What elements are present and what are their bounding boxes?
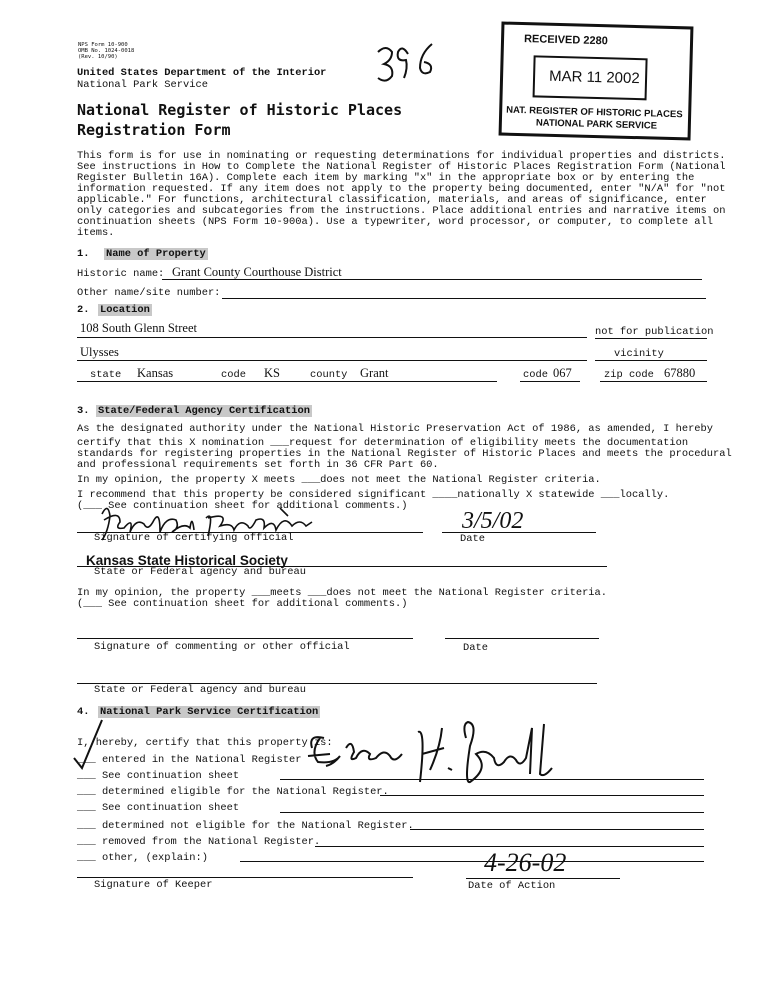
department-name: United States Department of the Interior	[77, 67, 327, 79]
county-code-value[interactable]: 067	[553, 366, 572, 380]
status-option[interactable]: ___ determined not eligible for the National Register.	[77, 820, 414, 832]
form-title-line-1: National Register of Historic Places	[77, 101, 403, 119]
intro-line: continuation sheets (NPS Form 10-900a). Use a typewriter, word processor, or computer, to complete all	[77, 216, 714, 228]
intro-line: items.	[77, 227, 115, 239]
commenting-signature-label: Signature of commenting or other official	[94, 641, 350, 653]
not-for-publication-rule[interactable]	[595, 338, 707, 339]
intro-line: Register Bulletin 16A). Complete each item by marking "x" in the appropriate box or by entering the	[77, 172, 695, 184]
form-id-line-2: OMB No. 1024-0018	[78, 48, 135, 54]
action-date-rule	[466, 878, 620, 879]
agency-name-value: Kansas State Historical Society	[86, 553, 288, 568]
keeper-signature-rule	[77, 877, 413, 878]
stamp-register-2: NATIONAL PARK SERVICE	[535, 117, 658, 132]
form-title-line-2: Registration Form	[77, 121, 231, 139]
keeper-signature-label: Signature of Keeper	[94, 879, 213, 891]
opinion-line: (___ See continuation sheet for additional comments.)	[77, 598, 408, 610]
historic-name-label: Historic name:	[77, 268, 165, 280]
certifying-signature-label: Signature of certifying official	[94, 532, 294, 544]
service-name: National Park Service	[77, 79, 208, 91]
action-date-value: 4-26-02	[484, 848, 567, 877]
stamp-received: RECEIVED 2280	[523, 33, 608, 48]
stamp-date: MAR 11 2002	[548, 67, 640, 88]
state-value[interactable]: Kansas	[137, 366, 174, 380]
county-code-label: code	[523, 369, 548, 381]
section-1-number: 1.	[77, 248, 90, 260]
state-code-value[interactable]: KS	[264, 366, 280, 380]
nps-certify-intro: I, hereby, certify that this property is:	[77, 737, 333, 749]
certifying-date-label: Date	[460, 533, 485, 545]
section-2-heading: Location	[100, 304, 150, 316]
stamp-date-box	[533, 55, 648, 100]
county-label: county	[310, 369, 348, 381]
certification-line: I recommend that this property be considered significant ____nationally X statewide ___locally.	[77, 489, 670, 501]
commenting-signature-rule[interactable]	[77, 638, 413, 639]
certification-line: certify that this X nomination ___request for determination of eligibility meets the documentation	[77, 437, 689, 449]
action-date-label: Date of Action	[468, 880, 556, 892]
section-4-heading: National Park Service Certification	[100, 706, 319, 718]
status-option[interactable]: ___ other, (explain:)	[77, 852, 208, 864]
intro-line: information requested. If any item does not apply to the property being documented, enter "N/A" for "not	[77, 183, 726, 195]
zip-rule	[600, 381, 707, 382]
historic-name-value[interactable]: Grant County Courthouse District	[172, 265, 342, 279]
stamp-register-1: NAT. REGISTER OF HISTORIC PLACES	[506, 104, 683, 121]
vicinity-label: vicinity	[614, 348, 664, 360]
county-value[interactable]: Grant	[360, 366, 389, 380]
county-code-rule	[520, 381, 580, 382]
certification-line: and professional requirements set forth in 36 CFR Part 60.	[77, 459, 439, 471]
status-option[interactable]: ___ See continuation sheet	[77, 770, 240, 782]
option-rule	[410, 829, 704, 830]
form-id-line-3: (Rev. 10/90)	[78, 54, 118, 60]
certification-line: (___ See continuation sheet for additional comments.)	[77, 500, 408, 512]
section-3-number: 3.	[77, 405, 90, 417]
not-for-publication-label: not for publication	[595, 326, 714, 338]
certifying-date-value: 3/5/02	[462, 508, 524, 534]
certification-line: As the designated authority under the National Historic Preservation Act of 1986, as amended, I hereby	[77, 423, 714, 435]
status-option[interactable]: ___ See continuation sheet	[77, 802, 240, 814]
section-2-number: 2.	[77, 304, 90, 316]
vicinity-rule[interactable]	[595, 360, 707, 361]
agency2-bureau-label: State or Federal agency and bureau	[94, 684, 307, 696]
agency-bureau-label: State or Federal agency and bureau	[94, 566, 307, 578]
commenting-date-label: Date	[463, 642, 488, 654]
city-value[interactable]: Ulysses	[80, 345, 119, 359]
keeper-signature	[290, 708, 570, 798]
option-rule	[240, 861, 704, 862]
state-rule	[77, 381, 497, 382]
other-name-rule[interactable]	[222, 298, 706, 299]
section-3-heading: State/Federal Agency Certification	[98, 405, 311, 417]
certification-line: In my opinion, the property X meets ___does not meet the National Register criteria.	[77, 474, 601, 486]
intro-line: See instructions in How to Complete the National Register of Historic Places Registration Form (National	[77, 161, 726, 173]
zip-label: zip code	[604, 369, 654, 381]
street-value[interactable]: 108 South Glenn Street	[80, 321, 198, 335]
certification-line: standards for registering properties in the National Register of Historic Places and meets the procedural	[77, 448, 732, 460]
section-4-number: 4.	[77, 706, 90, 718]
state-label: state	[90, 369, 122, 381]
street-rule	[77, 337, 587, 338]
received-stamp	[499, 22, 694, 141]
city-rule	[77, 360, 587, 361]
check-mark-icon	[68, 718, 118, 770]
commenting-date-rule[interactable]	[445, 638, 599, 639]
zip-value[interactable]: 67880	[664, 366, 696, 380]
option-rule	[280, 812, 704, 813]
handwritten-number	[372, 40, 442, 90]
intro-line: This form is for use in nominating or requesting determinations for individual properties and districts.	[77, 150, 726, 162]
other-name-label: Other name/site number:	[77, 287, 221, 299]
opinion-line: In my opinion, the property ___meets ___does not meet the National Register criteria.	[77, 587, 608, 599]
intro-line: applicable." For functions, architectural classification, materials, and areas of significance, enter	[77, 194, 707, 206]
historic-name-rule	[162, 279, 702, 280]
status-option[interactable]: ___ removed from the National Register.	[77, 836, 321, 848]
section-1-heading: Name of Property	[106, 248, 206, 260]
status-option[interactable]: ___ entered in the National Register	[77, 754, 302, 766]
option-rule	[315, 846, 704, 847]
state-code-label: code	[221, 369, 246, 381]
intro-line: only categories and subcategories from the instructions. Place additional entries and narrative items on	[77, 205, 726, 217]
form-id-line-1: NPS Form 10-900	[78, 42, 128, 48]
status-option[interactable]: ___ determined eligible for the National Register.	[77, 786, 389, 798]
